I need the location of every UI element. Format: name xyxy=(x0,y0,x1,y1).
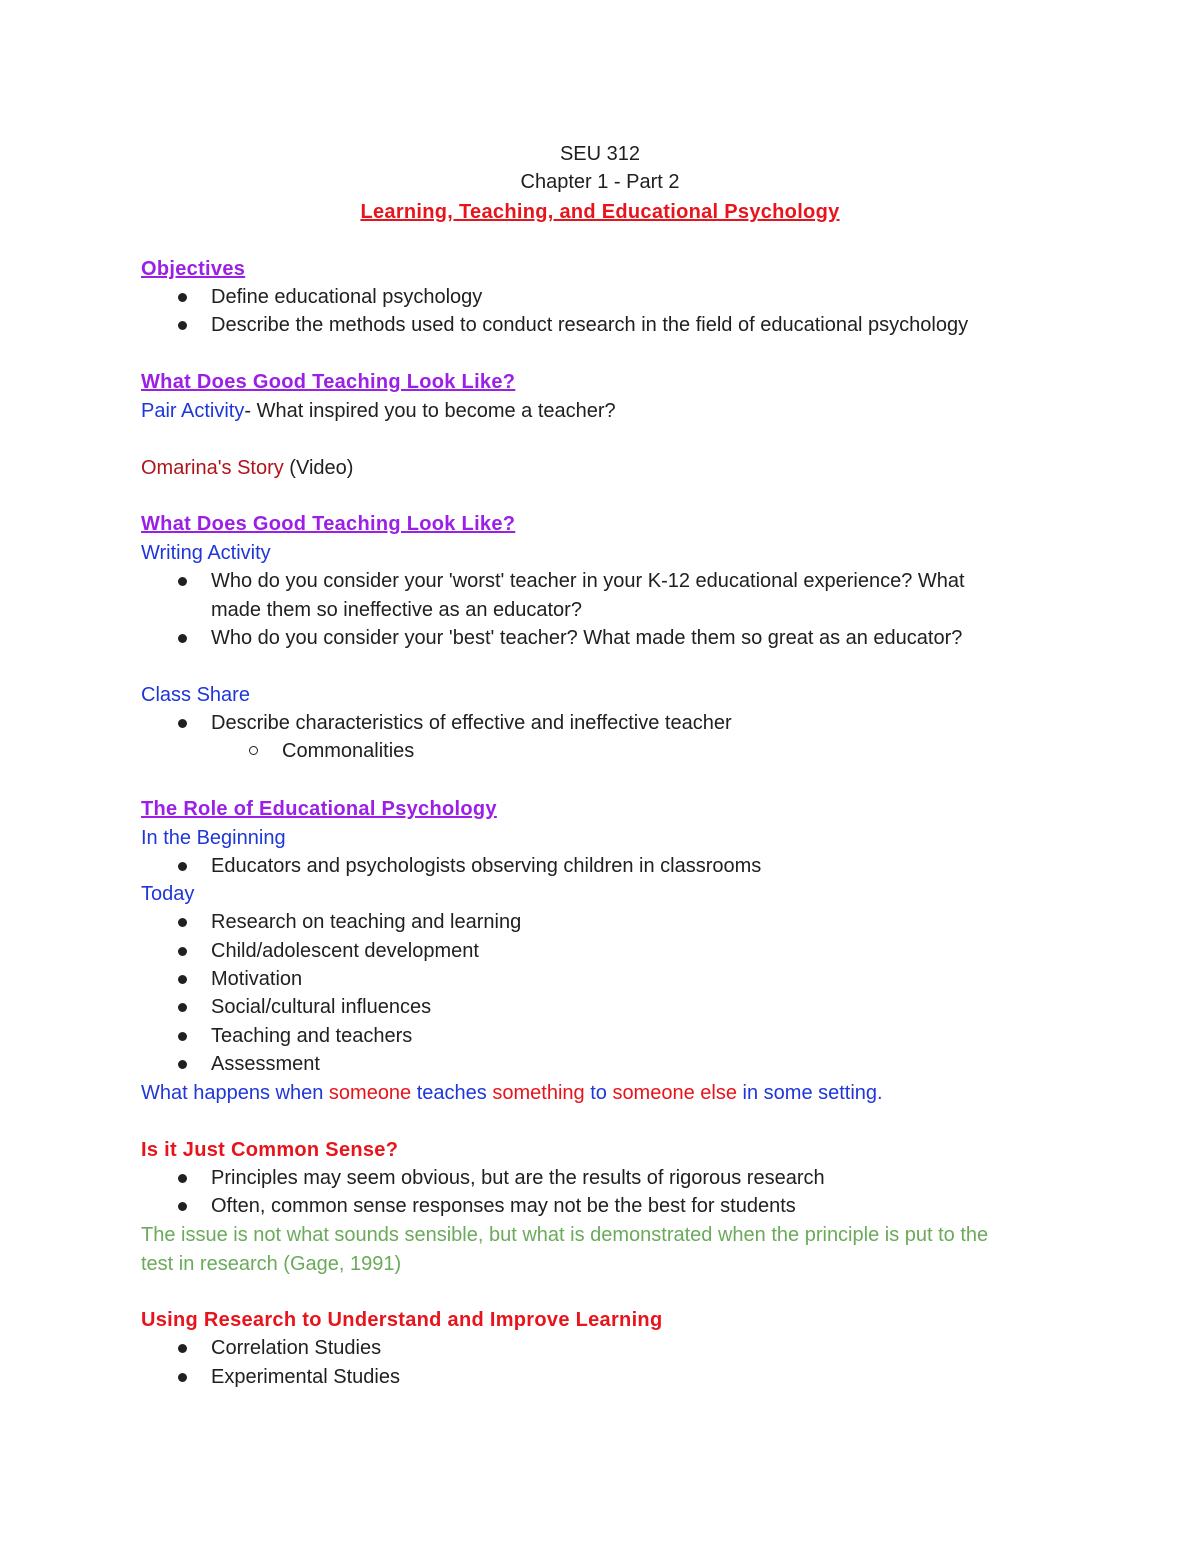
today-item: Motivation xyxy=(211,968,303,990)
today-item: Research on teaching and learning xyxy=(211,911,522,933)
good-teaching-heading-1-text: What Does Good Teaching Look Like? xyxy=(141,371,516,393)
bullet-icon xyxy=(178,293,187,302)
omarina-story-label: Omarina's Story xyxy=(141,457,284,479)
writing-item-2: Who do you consider your 'best' teacher? What made them so great as an educator? xyxy=(211,627,963,649)
bullet-icon xyxy=(178,577,187,586)
sentence-part: some setting xyxy=(763,1082,878,1104)
pair-activity-text: - What inspired you to become a teacher? xyxy=(244,400,616,422)
today-item: Assessment xyxy=(211,1053,320,1075)
bullet-icon xyxy=(178,1174,187,1183)
sentence-part: something xyxy=(492,1082,585,1104)
writing-activity-label: Writing Activity xyxy=(141,542,271,564)
sentence-part: someone else xyxy=(612,1082,737,1104)
role-heading xyxy=(141,797,497,821)
today-item: Child/adolescent development xyxy=(211,940,479,962)
gage-quote-line-2: test in research (Gage, 1991) xyxy=(141,1253,402,1275)
omarina-story-suffix: (Video) xyxy=(283,457,354,479)
bullet-icon xyxy=(178,947,187,956)
common-sense-item: Often, common sense responses may not be the best for students xyxy=(211,1195,796,1217)
common-sense-heading: Is it Just Common Sense? xyxy=(141,1139,399,1161)
good-teaching-heading-2 xyxy=(141,512,515,536)
beginning-item: Educators and psychologists observing children in classrooms xyxy=(211,855,762,877)
pair-activity-line xyxy=(141,399,616,423)
research-item: Experimental Studies xyxy=(211,1366,400,1388)
bullet-icon xyxy=(178,634,187,643)
class-share-subitem: Commonalities xyxy=(282,740,415,762)
today-item: Teaching and teachers xyxy=(211,1025,413,1047)
class-share-label: Class Share xyxy=(141,684,250,706)
gage-quote-line-1: The issue is not what sounds sensible, but what is demonstrated when the principle is put to the xyxy=(141,1224,989,1246)
research-heading: Using Research to Understand and Improve Learning xyxy=(141,1309,663,1331)
objective-item: Describe the methods used to conduct research in the field of educational psychology xyxy=(211,314,969,336)
sentence-part: in xyxy=(736,1082,764,1104)
writing-item-1-line-2: made them so ineffective as an educator? xyxy=(211,599,582,621)
chapter-label: Chapter 1 - Part 2 xyxy=(520,171,680,193)
in-the-beginning-label: In the Beginning xyxy=(141,827,286,849)
bullet-icon xyxy=(178,1060,187,1069)
sentence-part: What happens when xyxy=(141,1082,329,1104)
class-share-item: Describe characteristics of effective and ineffective teacher xyxy=(211,712,732,734)
good-teaching-heading-2-text: What Does Good Teaching Look Like? xyxy=(141,513,516,535)
sub-bullet-icon xyxy=(249,746,258,755)
teaching-sentence xyxy=(141,1081,883,1105)
document-title-text: Learning, Teaching, and Educational Psychology xyxy=(360,201,840,223)
sentence-part: . xyxy=(877,1082,883,1104)
objectives-heading xyxy=(141,257,245,281)
objectives-heading-text: Objectives xyxy=(141,258,246,280)
bullet-icon xyxy=(178,1003,187,1012)
today-item: Social/cultural influences xyxy=(211,996,432,1018)
bullet-icon xyxy=(178,975,187,984)
bullet-icon xyxy=(178,1373,187,1382)
bullet-icon xyxy=(178,1032,187,1041)
pair-activity-label: Pair Activity xyxy=(141,400,245,422)
bullet-icon xyxy=(178,1202,187,1211)
sentence-part: someone xyxy=(328,1082,412,1104)
omarina-story-line xyxy=(141,456,353,480)
role-heading-text: The Role of Educational Psychology xyxy=(141,798,497,820)
common-sense-item: Principles may seem obvious, but are the results of rigorous research xyxy=(211,1167,825,1189)
good-teaching-heading-1 xyxy=(141,370,515,394)
course-code: SEU 312 xyxy=(559,143,641,165)
bullet-icon xyxy=(178,321,187,330)
sentence-part: teaches xyxy=(411,1082,493,1104)
objective-item: Define educational psychology xyxy=(211,286,483,308)
bullet-icon xyxy=(178,719,187,728)
sentence-part: to xyxy=(584,1082,613,1104)
today-label: Today xyxy=(141,883,195,905)
bullet-icon xyxy=(178,918,187,927)
research-item: Correlation Studies xyxy=(211,1337,382,1359)
document-title xyxy=(0,200,1200,224)
bullet-icon xyxy=(178,862,187,871)
writing-item-1-line-1: Who do you consider your 'worst' teacher in your K-12 educational experience? What xyxy=(211,570,965,592)
bullet-icon xyxy=(178,1344,187,1353)
